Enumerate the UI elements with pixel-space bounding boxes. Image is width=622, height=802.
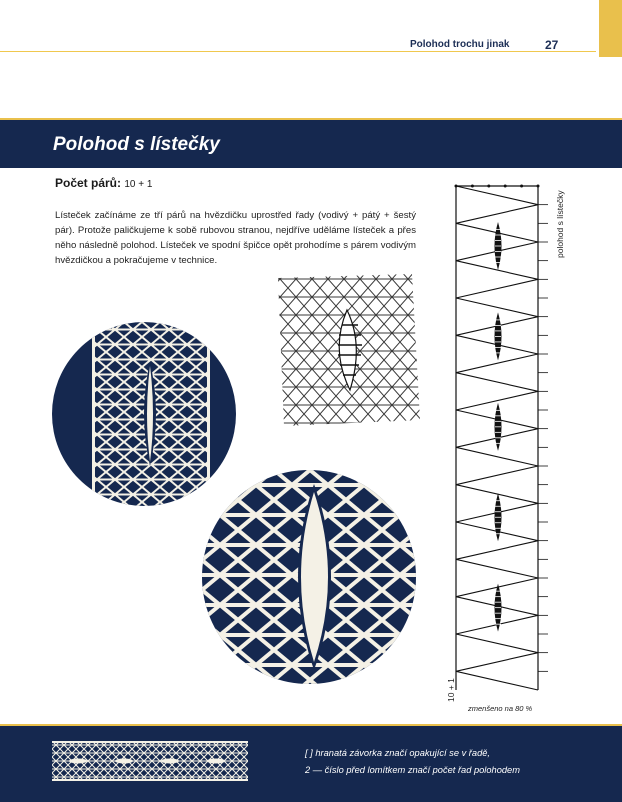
header-rule [0, 51, 596, 52]
diagram-top-pin [471, 185, 474, 188]
diagram-pairs-note-text: 10 + 1 [446, 678, 456, 702]
diagram-label-text: polohod s lístečky [555, 190, 565, 258]
diagram-top-pin [487, 185, 490, 188]
lace-sketch [272, 270, 422, 430]
pairs-label: Počet párů: [55, 176, 122, 190]
scale-note: zmenšeno na 80 % [468, 704, 533, 713]
corner-tab [599, 0, 622, 57]
page-number: 27 [545, 38, 559, 52]
lace-strip-image [52, 741, 248, 781]
legend-line-2: 2 — číslo před lomítkem značí počet řad polohodem [305, 765, 520, 775]
diagram-top-pin [504, 185, 507, 188]
diagram-label [545, 184, 565, 264]
section-title: Polohod s lístečky [53, 134, 220, 155]
diagram-pairs-note [436, 668, 456, 708]
pairs-value: 10 + 1 [124, 179, 153, 190]
running-title: Polohod trochu jinak [410, 39, 510, 50]
diagram-top-pin [520, 185, 523, 188]
pairs-count [55, 176, 152, 190]
instructions-paragraph: Lísteček začínáme ze tří párů na hvězdičku uprostřed řady (vodivý + pátý + šestý pár). Protože paličkujeme k sobě rubovou stranou, nejdříve uděláme lísteček a přes něho následně polohod. Lísteček ve spodní špičce opět prohodíme s párem vodivým hvězdičkou a pokračujeme v technice. [55, 210, 416, 266]
lace-photo-closeup-2 [202, 470, 416, 684]
legend-line-1: [ ] hranatá závorka značí opakující se v řadě, [305, 748, 491, 758]
diagram-top-pin [537, 185, 540, 188]
